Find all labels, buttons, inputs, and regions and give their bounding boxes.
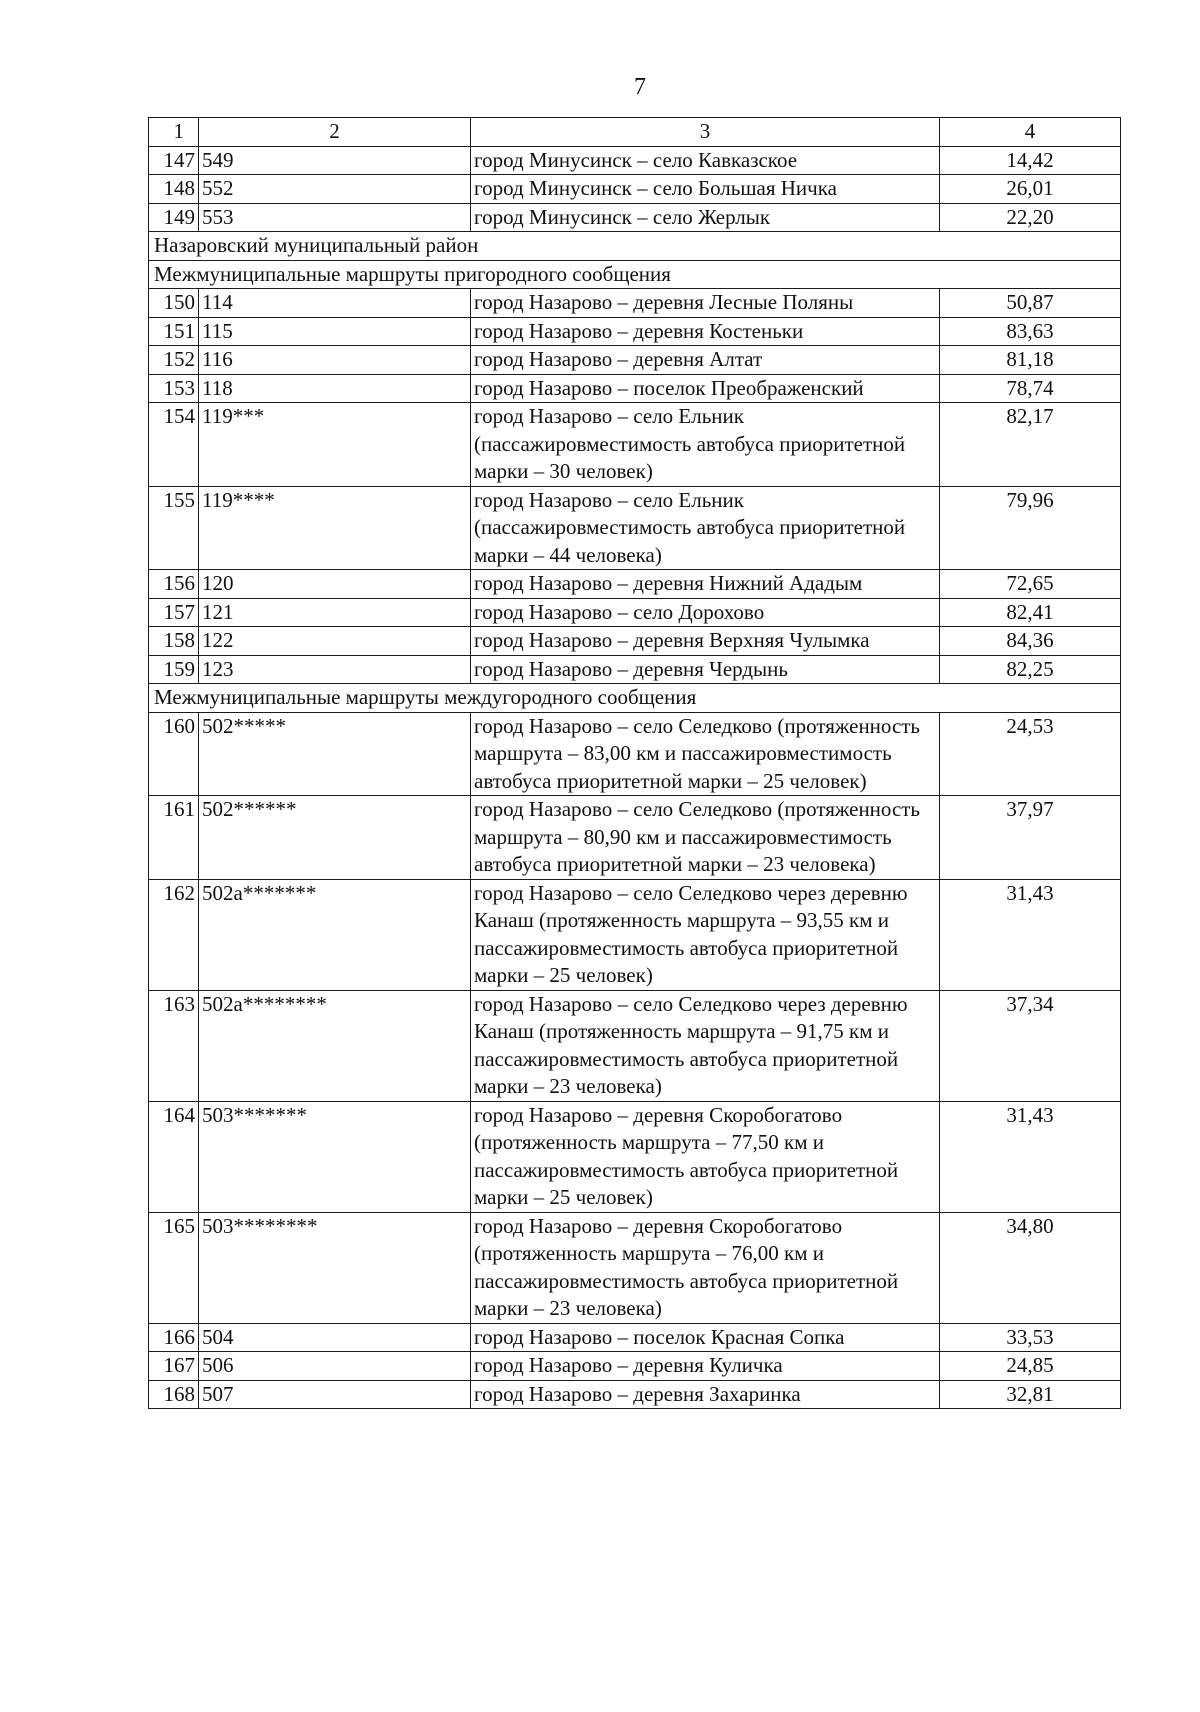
page-number: 7 <box>634 74 646 100</box>
row-number-cell: 160 <box>149 712 199 796</box>
fare-cell: 32,81 <box>940 1380 1121 1409</box>
header-cell: 4 <box>940 118 1121 147</box>
fare-cell: 82,41 <box>940 598 1121 627</box>
section-heading-suburban <box>149 260 1121 289</box>
row-number-cell: 148 <box>149 175 199 204</box>
fare-cell: 82,25 <box>940 655 1121 684</box>
route-code-cell: 123 <box>199 655 471 684</box>
row-number-cell: 158 <box>149 627 199 656</box>
route-description-cell: город Назарово – деревня Скоробогатово (протяженность маршрута – 77,50 км и пассажировместимость автобуса приоритетной марки – 25 человек) <box>471 1101 940 1212</box>
table-row <box>149 990 1121 1101</box>
route-description-cell: город Минусинск – село Жерлык <box>471 203 940 232</box>
route-code-cell: 502****** <box>199 796 471 880</box>
route-description-cell: город Назарово – село Ельник (пассажировместимость автобуса приоритетной марки – 44 человека) <box>471 486 940 570</box>
row-number-cell: 157 <box>149 598 199 627</box>
fare-cell: 50,87 <box>940 289 1121 318</box>
fare-cell: 14,42 <box>940 146 1121 175</box>
table-row <box>149 374 1121 403</box>
row-number-cell: 151 <box>149 317 199 346</box>
fare-cell: 79,96 <box>940 486 1121 570</box>
route-description-cell: город Назарово – деревня Захаринка <box>471 1380 940 1409</box>
fare-cell: 82,17 <box>940 403 1121 487</box>
route-code-cell: 122 <box>199 627 471 656</box>
fare-cell: 81,18 <box>940 346 1121 375</box>
route-description-cell: город Минусинск – село Кавказское <box>471 146 940 175</box>
fare-cell: 37,34 <box>940 990 1121 1101</box>
fare-cell: 22,20 <box>940 203 1121 232</box>
route-code-cell: 503******* <box>199 1101 471 1212</box>
table-row <box>149 175 1121 204</box>
row-number-cell: 162 <box>149 879 199 990</box>
route-code-cell: 502а******* <box>199 879 471 990</box>
section-heading-intercity <box>149 684 1121 713</box>
row-number-cell: 150 <box>149 289 199 318</box>
route-code-cell: 502а******** <box>199 990 471 1101</box>
route-code-cell: 502***** <box>199 712 471 796</box>
fare-cell: 84,36 <box>940 627 1121 656</box>
route-code-cell: 553 <box>199 203 471 232</box>
section-heading-district-label: Назаровский муниципальный район <box>149 232 1121 261</box>
table-row <box>149 598 1121 627</box>
table-row <box>149 1380 1121 1409</box>
table-row <box>149 203 1121 232</box>
route-description-cell: город Назарово – деревня Чердынь <box>471 655 940 684</box>
row-number-cell: 152 <box>149 346 199 375</box>
fare-cell: 72,65 <box>940 570 1121 599</box>
fare-cell: 24,53 <box>940 712 1121 796</box>
table-row <box>149 346 1121 375</box>
table-row <box>149 712 1121 796</box>
row-number-cell: 155 <box>149 486 199 570</box>
row-number-cell: 149 <box>149 203 199 232</box>
fare-cell: 33,53 <box>940 1323 1121 1352</box>
row-number-cell: 166 <box>149 1323 199 1352</box>
table-row <box>149 146 1121 175</box>
table-row <box>149 879 1121 990</box>
route-code-cell: 116 <box>199 346 471 375</box>
route-code-cell: 119*** <box>199 403 471 487</box>
route-description-cell: город Назарово – деревня Нижний Ададым <box>471 570 940 599</box>
row-number-cell: 159 <box>149 655 199 684</box>
row-number-cell: 167 <box>149 1352 199 1381</box>
row-number-cell: 154 <box>149 403 199 487</box>
route-description-cell: город Минусинск – село Большая Ничка <box>471 175 940 204</box>
table-row <box>149 403 1121 487</box>
route-description-cell: город Назарово – село Селедково (протяженность маршрута – 80,90 км и пассажировместимость автобуса приоритетной марки – 23 человека) <box>471 796 940 880</box>
row-number-cell: 165 <box>149 1212 199 1323</box>
row-number-cell: 161 <box>149 796 199 880</box>
route-description-cell: город Назарово – деревня Костеньки <box>471 317 940 346</box>
route-code-cell: 506 <box>199 1352 471 1381</box>
table-row <box>149 1212 1121 1323</box>
row-number-cell: 156 <box>149 570 199 599</box>
fare-cell: 24,85 <box>940 1352 1121 1381</box>
route-description-cell: город Назарово – деревня Алтат <box>471 346 940 375</box>
section-heading-intercity-label: Межмуниципальные маршруты междугородного сообщения <box>149 684 1121 713</box>
fare-cell: 83,63 <box>940 317 1121 346</box>
route-description-cell: город Назарово – село Дорохово <box>471 598 940 627</box>
fare-cell: 37,97 <box>940 796 1121 880</box>
route-code-cell: 507 <box>199 1380 471 1409</box>
table-row <box>149 1101 1121 1212</box>
row-number-cell: 164 <box>149 1101 199 1212</box>
route-code-cell: 504 <box>199 1323 471 1352</box>
route-description-cell: город Назарово – село Селедково (протяженность маршрута – 83,00 км и пассажировместимость автобуса приоритетной марки – 25 человек) <box>471 712 940 796</box>
fare-cell: 34,80 <box>940 1212 1121 1323</box>
route-description-cell: город Назарово – деревня Лесные Поляны <box>471 289 940 318</box>
header-cell: 1 <box>149 118 199 147</box>
route-code-cell: 552 <box>199 175 471 204</box>
header-cell: 3 <box>471 118 940 147</box>
table-row <box>149 1323 1121 1352</box>
table-row <box>149 317 1121 346</box>
route-code-cell: 115 <box>199 317 471 346</box>
fare-cell: 31,43 <box>940 1101 1121 1212</box>
row-number-cell: 147 <box>149 146 199 175</box>
route-code-cell: 121 <box>199 598 471 627</box>
table-row <box>149 570 1121 599</box>
row-number-cell: 168 <box>149 1380 199 1409</box>
route-code-cell: 120 <box>199 570 471 599</box>
route-description-cell: город Назарово – село Селедково через деревню Канаш (протяженность маршрута – 91,75 км и пассажировместимость автобуса приоритетной марки – 23 человека) <box>471 990 940 1101</box>
route-description-cell: город Назарово – село Селедково через деревню Канаш (протяженность маршрута – 93,55 км и пассажировместимость автобуса приоритетной марки – 25 человек) <box>471 879 940 990</box>
section-heading-suburban-label: Межмуниципальные маршруты пригородного сообщения <box>149 260 1121 289</box>
table-row <box>149 486 1121 570</box>
route-description-cell: город Назарово – деревня Верхняя Чулымка <box>471 627 940 656</box>
table-row <box>149 796 1121 880</box>
route-code-cell: 118 <box>199 374 471 403</box>
route-code-cell: 503******** <box>199 1212 471 1323</box>
section-heading-district <box>149 232 1121 261</box>
route-code-cell: 119**** <box>199 486 471 570</box>
row-number-cell: 153 <box>149 374 199 403</box>
route-code-cell: 114 <box>199 289 471 318</box>
table-header-row <box>149 118 1121 147</box>
fare-cell: 31,43 <box>940 879 1121 990</box>
table-row <box>149 655 1121 684</box>
route-description-cell: город Назарово – село Ельник (пассажировместимость автобуса приоритетной марки – 30 человек) <box>471 403 940 487</box>
route-description-cell: город Назарово – поселок Красная Сопка <box>471 1323 940 1352</box>
header-cell: 2 <box>199 118 471 147</box>
fare-cell: 78,74 <box>940 374 1121 403</box>
row-number-cell: 163 <box>149 990 199 1101</box>
fare-cell: 26,01 <box>940 175 1121 204</box>
table-row <box>149 627 1121 656</box>
route-description-cell: город Назарово – деревня Скоробогатово (протяженность маршрута – 76,00 км и пассажировместимость автобуса приоритетной марки – 23 человека) <box>471 1212 940 1323</box>
table-row <box>149 1352 1121 1381</box>
table-row <box>149 289 1121 318</box>
route-description-cell: город Назарово – поселок Преображенский <box>471 374 940 403</box>
route-description-cell: город Назарово – деревня Куличка <box>471 1352 940 1381</box>
routes-table <box>148 117 1121 1409</box>
route-code-cell: 549 <box>199 146 471 175</box>
